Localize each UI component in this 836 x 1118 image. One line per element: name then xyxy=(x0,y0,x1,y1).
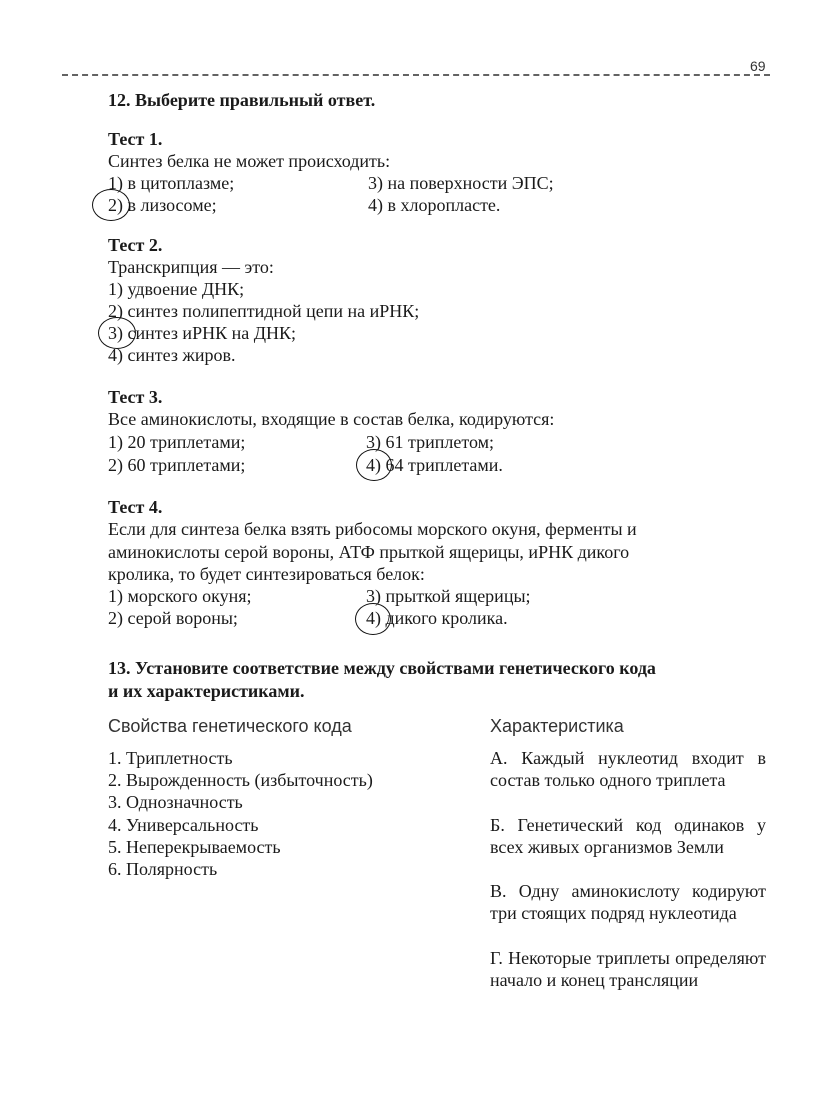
characteristic-item: Г. Некоторые триплеты определяют начало и конец трансляции xyxy=(490,948,766,990)
test3-heading: Тест 3. xyxy=(108,387,163,407)
task-12-title: 12. Выберите правильный ответ. xyxy=(108,90,376,110)
test4-question-line3: кролика, то будет синтезироваться белок: xyxy=(108,564,425,584)
test4-question-line1: Если для синтеза белка взять рибосомы морского окуня, ферменты и xyxy=(108,519,637,539)
property-item: 5. Неперекрываемость xyxy=(108,837,281,857)
test3-option-4: 4) 64 триплетами. xyxy=(366,455,503,475)
test1-question: Синтез белка не может происходить: xyxy=(108,151,391,171)
test4-option-1: 1) морского окуня; xyxy=(108,586,252,606)
answer-circle-test1 xyxy=(92,189,130,221)
test1-option-3: 3) на поверхности ЭПС; xyxy=(368,173,554,193)
test1-option-2: 2) в лизосоме; xyxy=(108,195,217,215)
test4-option-2: 2) серой вороны; xyxy=(108,608,238,628)
test2-heading: Тест 2. xyxy=(108,235,163,255)
characteristic-item: А. Каждый нуклеотид входит в состав только одного триплета xyxy=(490,748,766,790)
test4-option-4: 4) дикого кролика. xyxy=(366,608,508,628)
property-item: 4. Универсальность xyxy=(108,815,259,835)
answer-circle-test4 xyxy=(355,603,391,635)
task-13-title-line2: и их характеристиками. xyxy=(108,681,305,701)
properties-header: Свойства генетического кода xyxy=(108,716,352,736)
test2-option-1: 1) удвоение ДНК; xyxy=(108,279,245,299)
test3-option-2: 2) 60 триплетами; xyxy=(108,455,246,475)
answer-circle-test2 xyxy=(98,317,136,349)
property-item: 1. Триплетность xyxy=(108,748,233,768)
characteristic-item: Б. Генетический код одинаков у всех живых организмов Земли xyxy=(490,815,766,857)
test2-option-4: 4) синтез жиров. xyxy=(108,345,236,365)
test2-option-3: 3) синтез иРНК на ДНК; xyxy=(108,323,296,343)
test4-heading: Тест 4. xyxy=(108,497,163,517)
answer-circle-test3 xyxy=(356,449,392,481)
property-item: 2. Вырожденность (избыточность) xyxy=(108,770,373,790)
test2-question: Транскрипция — это: xyxy=(108,257,274,277)
characteristics-header: Характеристика xyxy=(490,716,624,736)
test2-option-2: 2) синтез полипептидной цепи на иРНК; xyxy=(108,301,420,321)
property-item: 3. Однозначность xyxy=(108,792,243,812)
page-number: 69 xyxy=(750,58,766,74)
test3-option-3: 3) 61 триплетом; xyxy=(366,432,494,452)
test1-option-1: 1) в цитоплазме; xyxy=(108,173,235,193)
property-item: 6. Полярность xyxy=(108,859,218,879)
header-rule xyxy=(62,74,770,76)
test1-option-4: 4) в хлоропласте. xyxy=(368,195,501,215)
test4-question-line2: аминокислоты серой вороны, АТФ прыткой ящерицы, иРНК дикого xyxy=(108,542,630,562)
test3-option-1: 1) 20 триплетами; xyxy=(108,432,246,452)
characteristic-item: В. Одну аминокислоту кодируют три стоящих подряд нуклеотида xyxy=(490,881,766,923)
test4-option-3: 3) прыткой ящерицы; xyxy=(366,586,531,606)
test3-question: Все аминокислоты, входящие в состав белка, кодируются: xyxy=(108,409,555,429)
test1-heading: Тест 1. xyxy=(108,129,163,149)
task-13-title-line1: 13. Установите соответствие между свойствами генетического кода xyxy=(108,658,656,678)
